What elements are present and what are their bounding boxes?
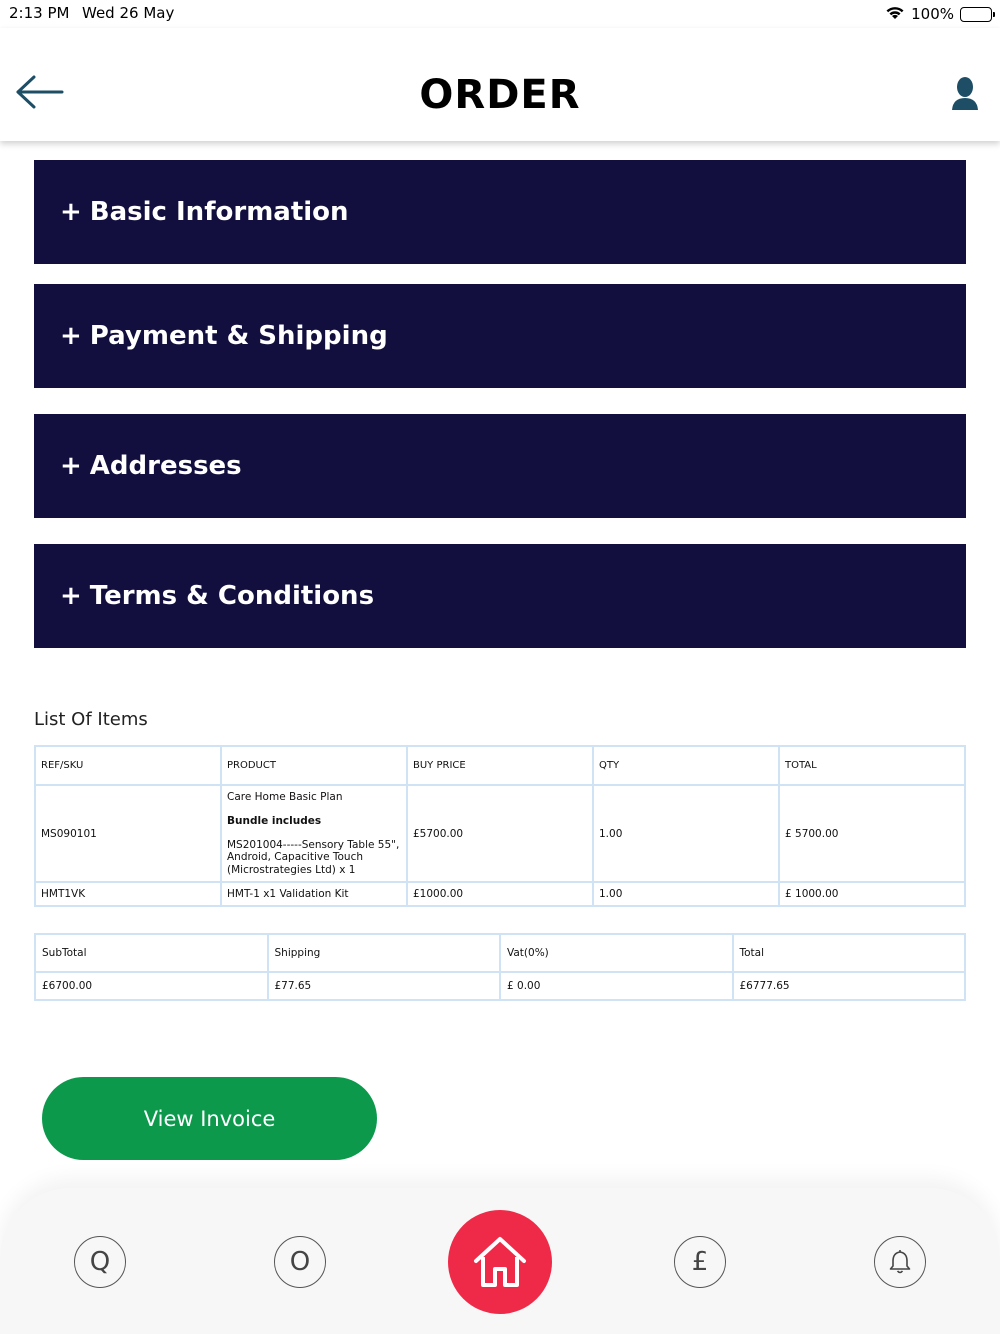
- bundle-label: Bundle includes: [227, 814, 322, 827]
- plus-icon: +: [60, 321, 82, 351]
- subtotal-value: £6700.00: [35, 972, 268, 1000]
- plus-icon: +: [60, 451, 82, 481]
- table-header-row: [35, 746, 965, 785]
- table-row: [35, 785, 965, 882]
- column-header: BUY PRICE: [407, 746, 593, 785]
- cell-qty: 1.00: [593, 882, 779, 906]
- items-table: [34, 745, 966, 907]
- pound-icon[interactable]: £: [674, 1236, 726, 1288]
- page-title: ORDER: [419, 72, 581, 118]
- battery-percent: 100%: [911, 5, 954, 23]
- cell-ref: MS090101: [35, 785, 221, 882]
- bundle-detail: MS201004-----Sensory Table 55", Android, Capacitive Touch (Microstrategies Ltd) x 1: [227, 838, 400, 876]
- total-value: £6777.65: [733, 972, 966, 1000]
- section-label: Terms & Conditions: [89, 581, 375, 611]
- bell-icon[interactable]: [874, 1236, 926, 1288]
- cell-total: £ 1000.00: [779, 882, 965, 906]
- app-header: [0, 28, 1000, 141]
- section-addresses[interactable]: [34, 414, 966, 518]
- column-header: TOTAL: [779, 746, 965, 785]
- section-label: Addresses: [89, 451, 242, 481]
- cell-product: [221, 785, 407, 882]
- vat-label: Vat(0%): [500, 934, 733, 972]
- plus-icon: +: [60, 581, 82, 611]
- status-indicators: [885, 4, 992, 24]
- column-header: REF/SKU: [35, 746, 221, 785]
- subtotal-label: SubTotal: [35, 934, 268, 972]
- product-name: Care Home Basic Plan: [227, 790, 343, 803]
- section-payment-shipping[interactable]: [34, 284, 966, 388]
- vat-value: £ 0.00: [500, 972, 733, 1000]
- order-icon[interactable]: O: [274, 1236, 326, 1288]
- section-label: Basic Information: [89, 197, 349, 227]
- home-icon[interactable]: [448, 1210, 552, 1314]
- section-label: Payment & Shipping: [89, 321, 388, 351]
- cell-buy-price: £5700.00: [407, 785, 593, 882]
- totals-label-row: [35, 934, 965, 972]
- status-time: 2:13 PM: [9, 4, 70, 22]
- column-header: PRODUCT: [221, 746, 407, 785]
- wifi-icon: [885, 4, 905, 24]
- table-row: [35, 882, 965, 906]
- column-header: QTY: [593, 746, 779, 785]
- battery-icon: [960, 7, 992, 22]
- totals-value-row: [35, 972, 965, 1000]
- shipping-value: £77.65: [268, 972, 501, 1000]
- view-invoice-button[interactable]: View Invoice: [42, 1077, 377, 1160]
- cell-buy-price: £1000.00: [407, 882, 593, 906]
- plus-icon: +: [60, 197, 82, 227]
- cell-qty: 1.00: [593, 785, 779, 882]
- status-bar: [0, 0, 1000, 28]
- section-terms-conditions[interactable]: [34, 544, 966, 648]
- totals-table: [34, 933, 966, 1001]
- bottom-nav: [0, 1188, 1000, 1334]
- cell-ref: HMT1VK: [35, 882, 221, 906]
- total-label: Total: [733, 934, 966, 972]
- cell-product: HMT-1 x1 Validation Kit: [221, 882, 407, 906]
- items-title: List Of Items: [34, 709, 148, 730]
- status-date: Wed 26 May: [82, 4, 175, 22]
- cell-total: £ 5700.00: [779, 785, 965, 882]
- user-icon[interactable]: [950, 76, 980, 112]
- shipping-label: Shipping: [268, 934, 501, 972]
- section-basic-information[interactable]: [34, 160, 966, 264]
- quote-icon[interactable]: Q: [74, 1236, 126, 1288]
